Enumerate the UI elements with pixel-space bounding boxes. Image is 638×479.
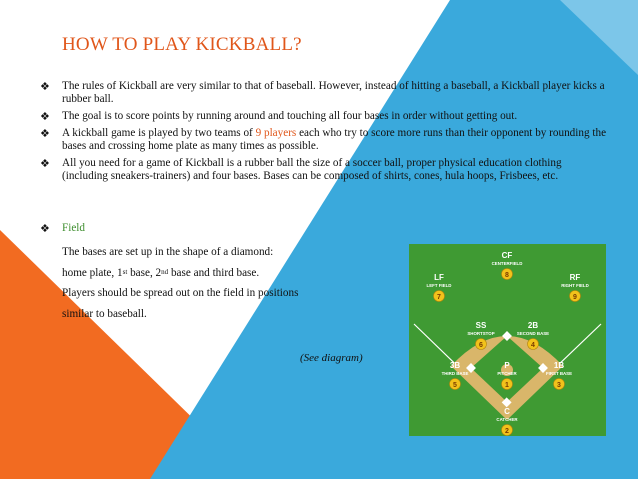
position-abbr: LF: [434, 273, 444, 282]
diamond-bullet-icon: ❖: [40, 127, 50, 140]
bullet-text-post: each who try to score more runs than their opponent by rounding the bases and crossing home plate as many times as possible.: [62, 127, 607, 152]
position-abbr: SS: [475, 321, 487, 330]
bullet-item: [40, 80, 610, 106]
ordinal-suffix: st: [122, 267, 128, 276]
field-description: [62, 242, 298, 324]
field-line: The bases are set up in the shape of a diamond:: [62, 246, 274, 258]
position-name: THIRD BASE: [441, 371, 469, 376]
see-diagram-note: (See diagram): [300, 352, 363, 364]
player-number: 1: [505, 382, 509, 389]
player-number: 3: [557, 382, 561, 389]
player-number: 8: [505, 272, 509, 279]
position-abbr: RF: [569, 273, 581, 282]
field-line: [62, 263, 298, 284]
position-abbr: CF: [501, 251, 513, 260]
position-abbr: P: [504, 361, 510, 370]
position-name: SHORTSTOP: [467, 331, 495, 336]
page-title: HOW TO PLAY KICKBALL?: [62, 34, 302, 55]
player-number: 6: [479, 342, 483, 349]
player-number: 2: [505, 428, 509, 435]
field-line-part: base and third base.: [168, 266, 260, 279]
player-number: 7: [437, 294, 441, 301]
bullet-list: [40, 80, 610, 187]
field-line-part: home plate, 1: [62, 266, 123, 279]
diamond-bullet-icon: ❖: [40, 110, 50, 123]
field-line-part: base, 2: [127, 266, 162, 279]
diamond-bullet-icon: ❖: [40, 80, 50, 93]
position-name: FIRST BASE: [545, 371, 573, 376]
bullet-item: [40, 157, 610, 183]
player-number: 4: [531, 342, 535, 349]
position-abbr: 2B: [527, 321, 539, 330]
diamond-bullet-icon: ❖: [40, 222, 50, 235]
position-abbr: 1B: [553, 361, 565, 370]
field-line: Players should be spread out on the field in positions: [62, 287, 299, 299]
player-number: 9: [573, 294, 577, 301]
field-heading: [40, 222, 85, 234]
bullet-text: The rules of Kickball are very similar to that of baseball. However, instead of hitting a baseball, a Kickball player kicks a rubber ball.: [62, 80, 605, 105]
bullet-item: [40, 127, 610, 153]
position-name: SECOND BASE: [516, 331, 550, 336]
player-number: 5: [453, 382, 457, 389]
bullet-text-pre: A kickball game is played by two teams of: [62, 127, 256, 139]
position-name: PITCHER: [497, 371, 517, 376]
field-line: similar to baseball.: [62, 307, 147, 320]
field-section: [40, 222, 85, 234]
position-abbr: C: [504, 407, 510, 416]
bullet-text: All you need for a game of Kickball is a rubber ball the size of a soccer ball, proper physical education clothing (including sneakers-trainers) and four bases. Bases can be composed of shirts, cones, hula hoops, Frisbees, etc.: [62, 157, 562, 182]
position-name: CATCHER: [496, 417, 518, 422]
baseball-field-diagram: [409, 244, 606, 436]
ordinal-suffix: nd: [161, 267, 169, 276]
field-heading-label: Field: [62, 222, 85, 234]
position-abbr: 3B: [449, 361, 461, 370]
bullet-text: The goal is to score points by running around and touching all four bases in order without getting out.: [62, 110, 518, 122]
diamond-bullet-icon: ❖: [40, 157, 50, 170]
position-name: CENTERFIELD: [491, 261, 523, 266]
position-name: RIGHT FIELD: [561, 283, 589, 288]
bullet-item: [40, 110, 610, 123]
bullet-highlight: 9 players: [255, 127, 297, 139]
position-name: LEFT FIELD: [426, 283, 452, 288]
